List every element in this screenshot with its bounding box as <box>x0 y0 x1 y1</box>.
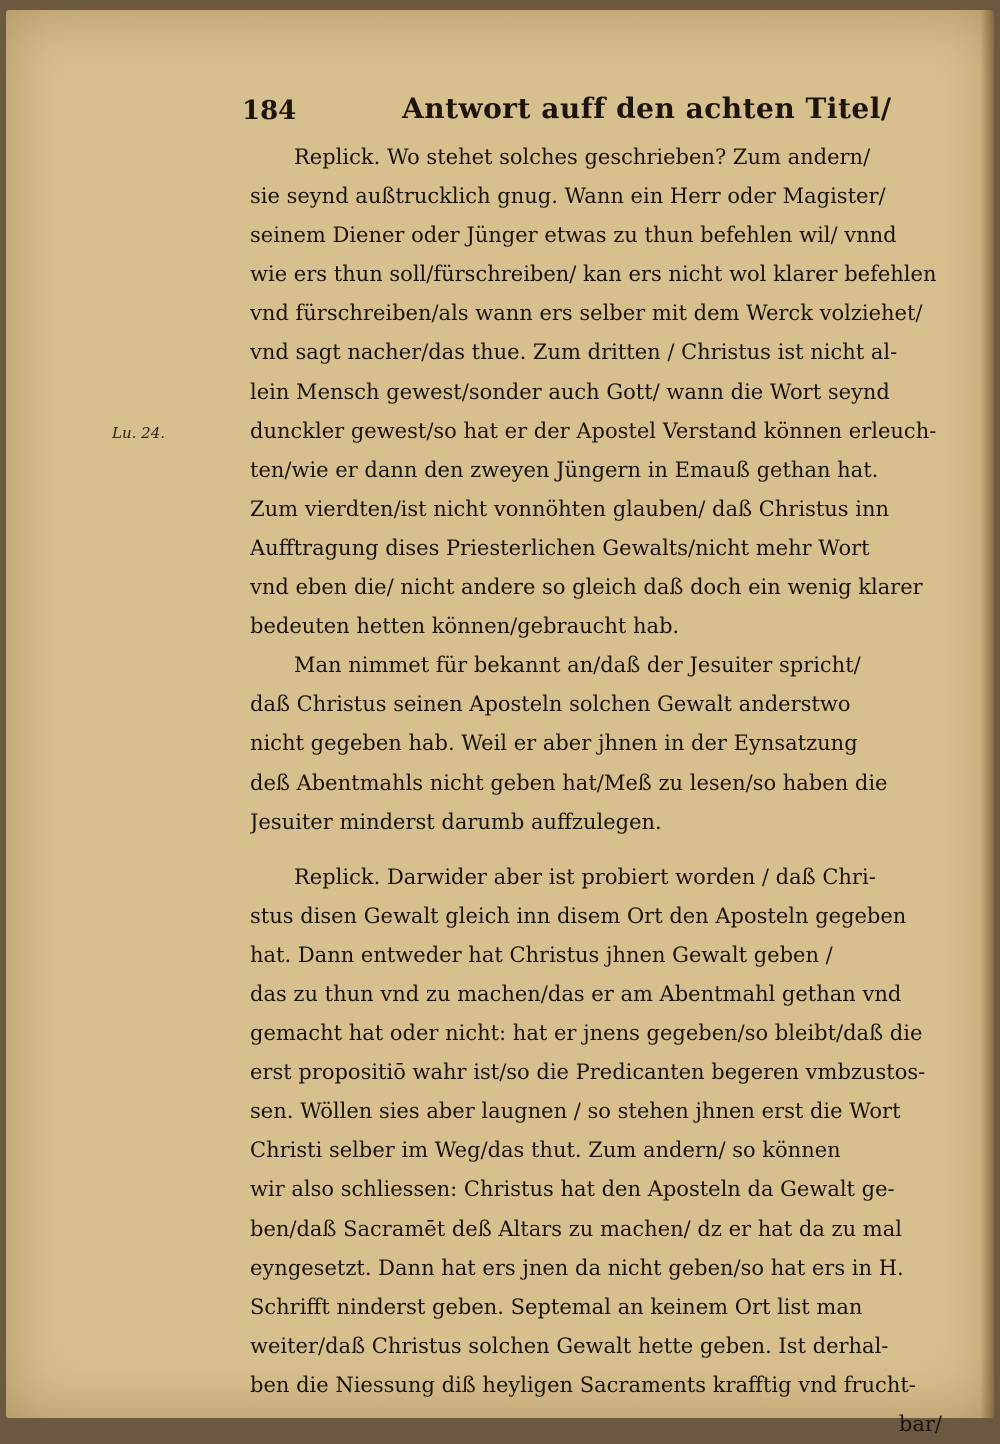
text-line: vnd fürschreiben/als wann ers selber mit dem Werck volziehet/ <box>250 301 923 326</box>
text-line: dunckler gewest/so hat er der Apostel Verstand können erleuch- <box>250 418 937 443</box>
text-line: ben/daß Sacramēt deß Altars zu machen/ dz er hat da zu mal <box>250 1216 902 1241</box>
text-line: eyngesetzt. Dann hat ers jnen da nicht geben/so hat ers in H. <box>250 1255 904 1280</box>
text-line: Zum vierdten/ist nicht vonnöhten glauben/ daß Christus inn <box>250 496 890 521</box>
text-line: Replick. Wo stehet solches geschrieben? Zum andern/ <box>294 145 871 169</box>
text-line: erst propositiō wahr ist/so die Predicanten begeren vmbzustos- <box>250 1060 926 1085</box>
text-line: daß Christus seinen Aposteln solchen Gewalt anderstwo <box>250 692 851 717</box>
text-line: vnd eben die/ nicht andere so gleich daß doch ein wenig klarer <box>250 575 923 600</box>
text-line: ben die Niessung diß heyligen Sacraments krafftig vnd frucht- <box>250 1372 916 1397</box>
text-line: sen. Wöllen sies aber laugnen / so stehen jhnen erst die Wort <box>250 1099 901 1124</box>
text-line: Aufftragung dises Priesterlichen Gewalts/nicht mehr Wort <box>250 535 870 560</box>
book-page <box>6 10 994 1436</box>
text-line: stus disen Gewalt gleich inn disem Ort den Aposteln gegeben <box>250 903 907 928</box>
text-line: weiter/daß Christus solchen Gewalt hette geben. Ist derhal- <box>250 1333 889 1358</box>
text-line: vnd sagt nacher/das thue. Zum dritten / Christus ist nicht al- <box>250 340 898 365</box>
catchword: bar/ <box>898 1412 942 1436</box>
page-number: 184 <box>242 96 297 126</box>
text-line: wie ers thun soll/fürschreiben/ kan ers nicht wol klarer befehlen <box>250 262 937 287</box>
text-line: lein Mensch gewest/sonder auch Gott/ wann die Wort seynd <box>250 379 890 404</box>
text-line: das zu thun vnd zu machen/das er am Abentmahl gethan vnd <box>250 981 902 1006</box>
running-head <box>242 92 902 132</box>
page-edge-shadow <box>980 10 994 1418</box>
text-line: sie seynd außtrucklich gnug. Wann ein Herr oder Magister/ <box>250 184 886 209</box>
text-line: nicht gegeben hab. Weil er aber jhnen in der Eynsatzung <box>250 731 858 756</box>
text-line: hat. Dann entweder hat Christus jhnen Gewalt geben / <box>250 942 833 967</box>
text-line: gemacht hat oder nicht: hat er jnens gegeben/so bleibt/daß die <box>250 1021 923 1046</box>
text-line: Christi selber im Weg/das thut. Zum andern/ so können <box>250 1138 841 1163</box>
running-title: Antwort auff den achten Titel/ <box>402 92 892 125</box>
text-line: deß Abentmahls nicht geben hat/Meß zu lesen/so haben die <box>250 770 888 795</box>
text-line: Jesuiter minderst darumb auffzulegen. <box>250 809 662 834</box>
paragraph-gap <box>250 842 950 858</box>
text-line: seinem Diener oder Jünger etwas zu thun befehlen wil/ vnnd <box>250 223 897 248</box>
text-line: Schrifft ninderst geben. Septemal an keinem Ort list man <box>250 1294 863 1319</box>
text-line: Man nimmet für bekannt an/daß der Jesuiter spricht/ <box>294 653 861 678</box>
text-line: wir also schliessen: Christus hat den Aposteln da Gewalt ge- <box>250 1177 895 1202</box>
text-line: Replick. Darwider aber ist probiert worden / daß Chri- <box>294 864 876 889</box>
margin-reference: Lu. 24. <box>112 424 166 442</box>
text-line: ten/wie er dann den zweyen Jüngern in Emauß gethan hat. <box>250 457 879 482</box>
text-line: bedeuten hetten können/gebraucht hab. <box>250 614 680 639</box>
body-text <box>250 138 950 1444</box>
